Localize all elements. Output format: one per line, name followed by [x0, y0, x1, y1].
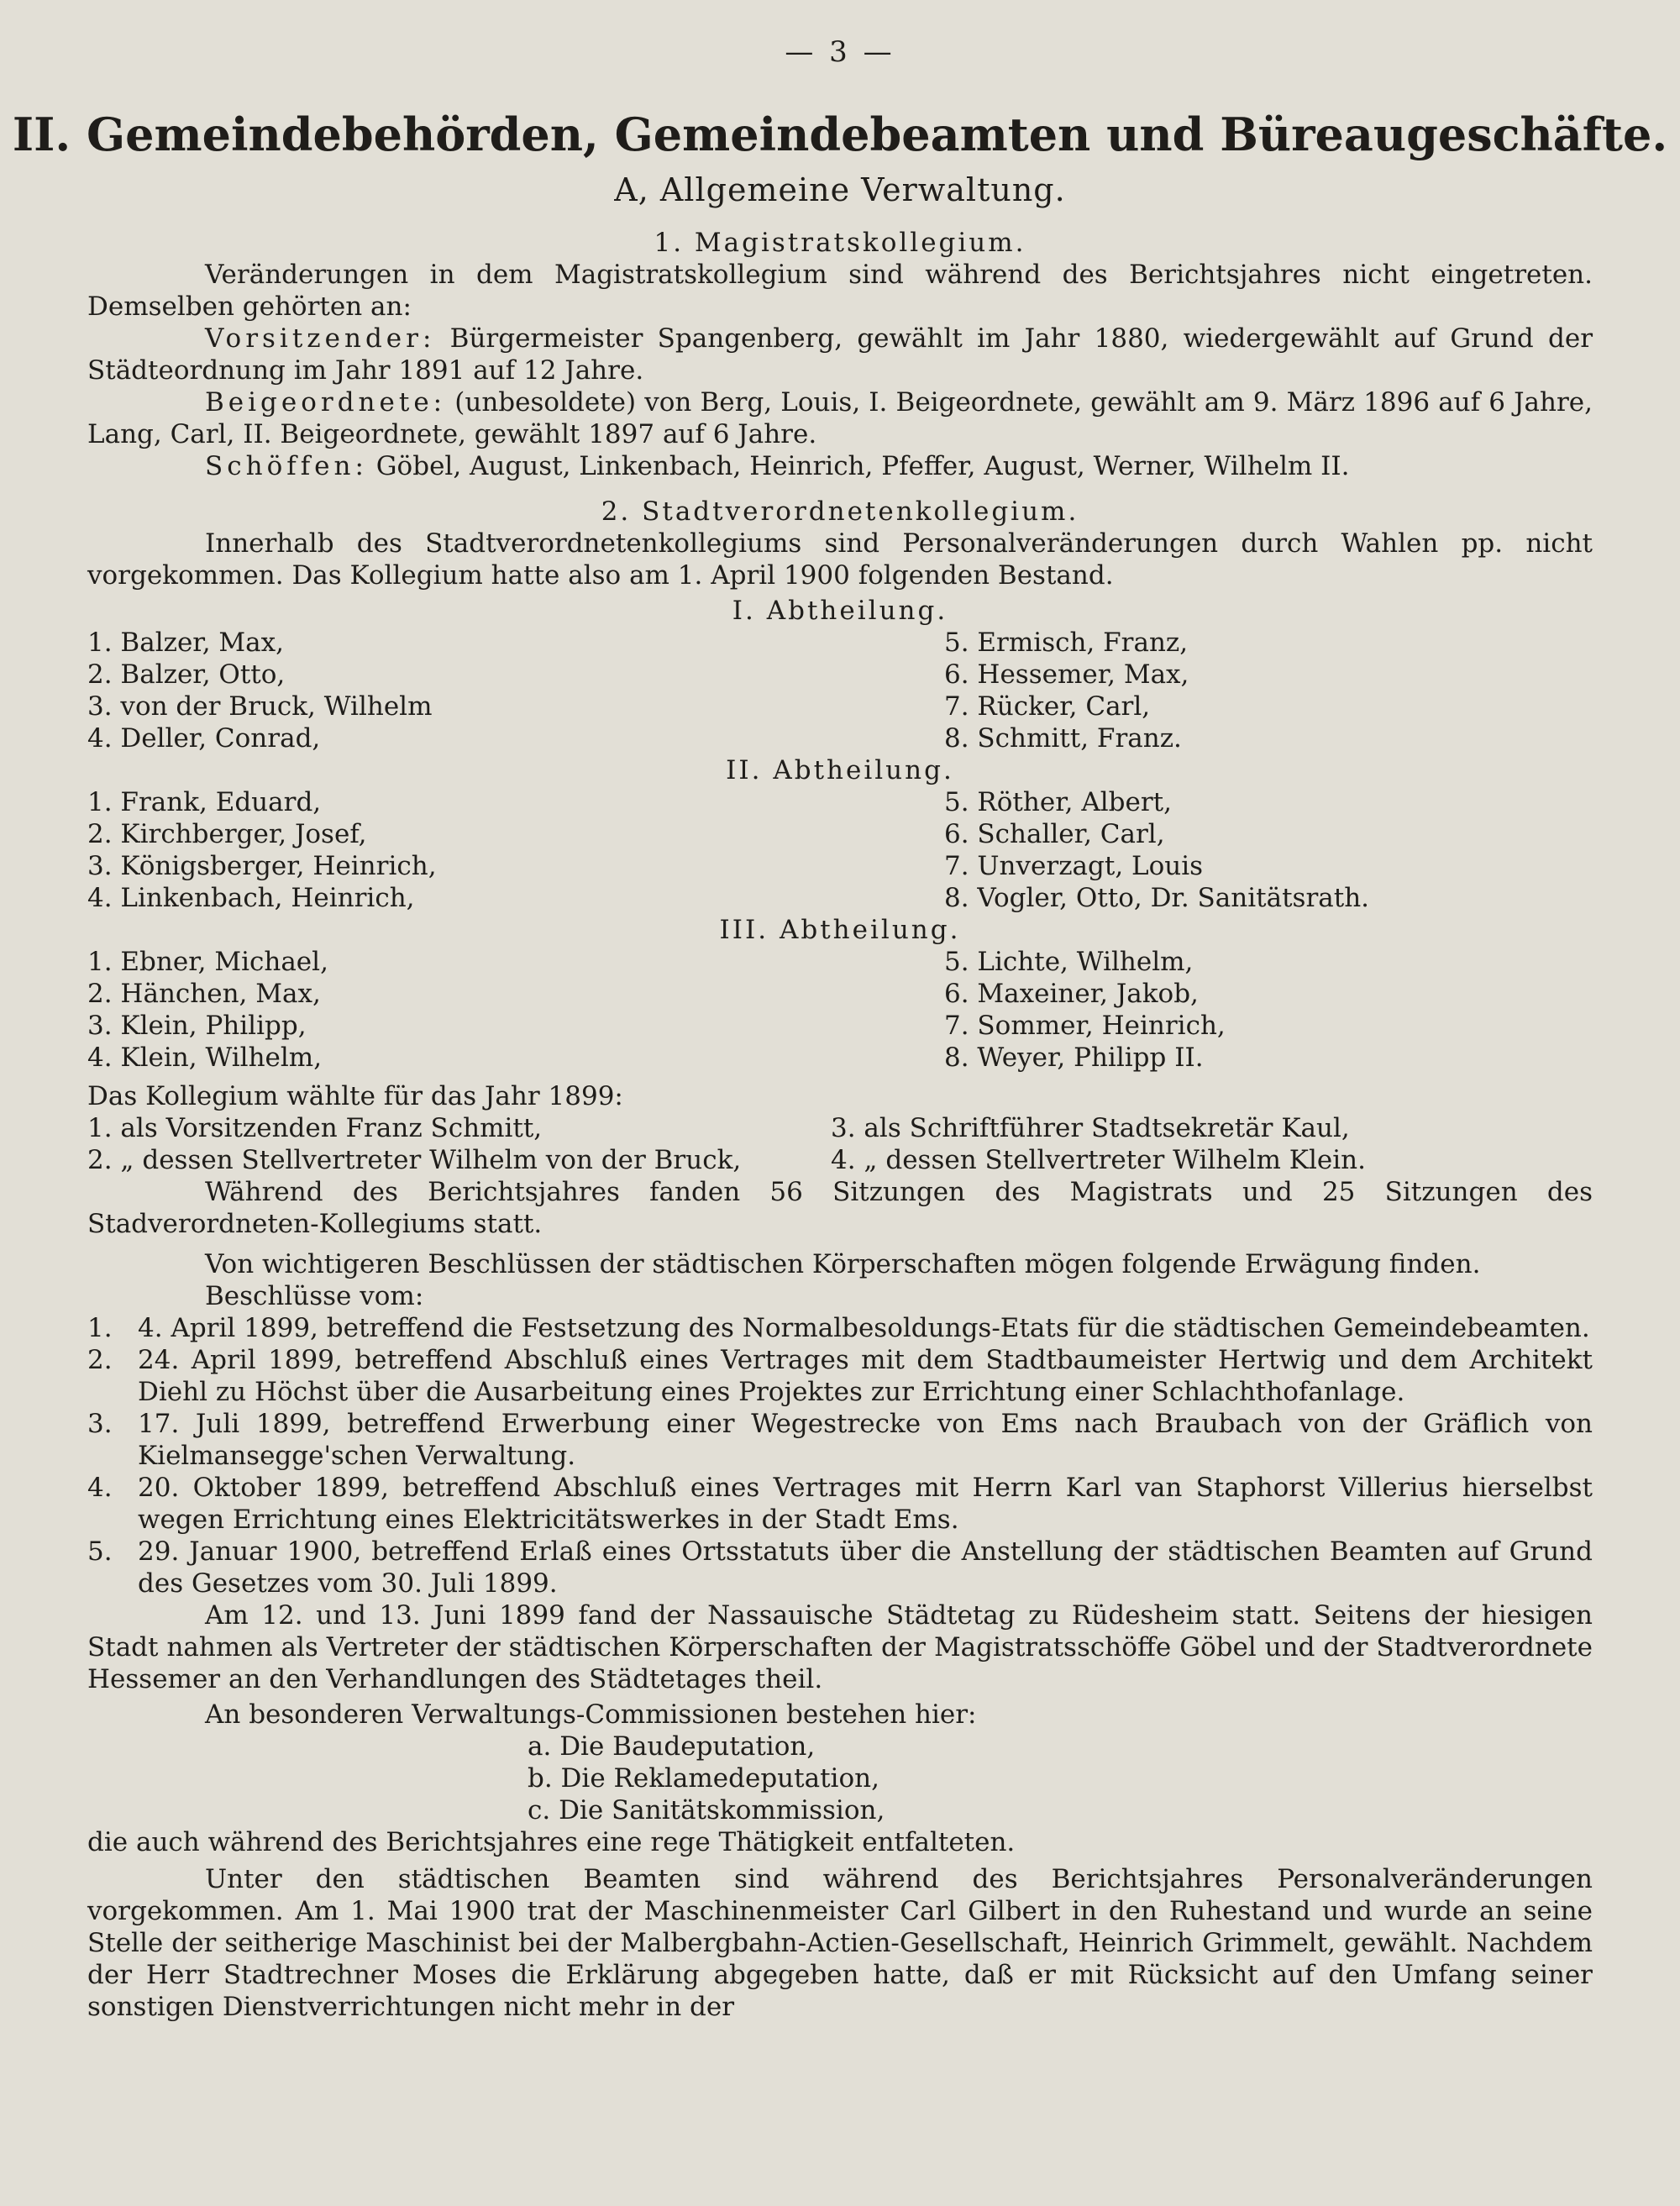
abteilung-list [87, 786, 1593, 914]
paragraph-vorsitz [87, 323, 1593, 386]
beschluss-item [87, 1472, 1593, 1536]
paragraph: Veränderungen in dem Magistratskollegium sind während des Berichtsjahres nicht eingetreten. Demselben gehörten an: [87, 260, 1593, 322]
kommissionen-list [87, 1731, 1593, 1826]
label: Schöffen: [205, 451, 368, 481]
list-item: 6. Schaller, Carl, [944, 819, 1165, 849]
list-item: 7. Rücker, Carl, [944, 691, 1151, 722]
list-item: 1. Ebner, Michael, [87, 947, 328, 977]
list-item: 2. Kirchberger, Josef, [87, 819, 367, 849]
page-title: II. Gemeindebehörden, Gemeindebeamten und Büreaugeschäfte. [12, 108, 1668, 161]
paragraph-beamte: Unter den städtischen Beamten sind während des Berichtsjahres Personalveränderungen vorgekommen. Am 1. Mai 1900 trat der Maschinenmeister Carl Gilbert in den Ruhestand und wurde an seine Stelle der seitherige Maschinist bei der Malbergbahn-Actien-Gesellschaft, Heinrich Grimmelt, gewählt. Nachdem der Herr Stadtrechner Moses die Erklärung abgegeben hatte, daß er mit Rücksicht auf den Umfang seiner sonstigen Dienstverrichtungen nicht mehr in der [87, 1864, 1593, 2022]
list-item: 4. Klein, Wilhelm, [87, 1043, 323, 1073]
list-item: 3. als Schriftführer Stadtsekretär Kaul, [831, 1113, 1350, 1143]
list-item: 3. Klein, Philipp, [87, 1011, 307, 1041]
list-item: 5. Ermisch, Franz, [944, 628, 1189, 658]
beschluss-item [87, 1408, 1593, 1472]
list-item: 5. Lichte, Wilhelm, [944, 947, 1194, 977]
subheading-stadtverordnete: 2. Stadtverordnetenkollegium. [601, 496, 1079, 527]
list-item: 3. von der Bruck, Wilhelm [87, 691, 433, 722]
abteilung-heading: II. Abtheilung. [726, 755, 954, 785]
text: Göbel, August, Linkenbach, Heinrich, Pfeffer, August, Werner, Wilhelm II. [375, 451, 1350, 481]
paragraph-sitzungen: Während des Berichtsjahres fanden 56 Sitzungen des Magistrats und 25 Sitzungen des Stadverordneten-Kollegiums statt. [87, 1177, 1593, 1239]
list-item: 6. Hessemer, Max, [944, 659, 1189, 690]
item-number: 4. [87, 1473, 113, 1503]
item-text: 29. Januar 1900, betreffend Erlaß eines Ortsstatuts über die Anstellung der städtischen Beamten auf Grund des Gesetzes vom 30. Juli 1899. [138, 1536, 1593, 1599]
item-text: 24. April 1899, betreffend Abschluß eines Vertrages mit dem Stadtbaumeister Hertwig und dem Architekt Diehl zu Höchst über die Ausarbeitung eines Projektes zur Errichtung einer Schlachthofanlage. [138, 1345, 1593, 1407]
list-item: 8. Vogler, Otto, Dr. Sanitätsrath. [944, 883, 1370, 913]
abteilung-heading: I. Abtheilung. [732, 596, 948, 626]
beschluesse-label: Beschlüsse vom: [205, 1281, 424, 1311]
paragraph-beschluesse-intro: Von wichtigeren Beschlüssen der städtischen Körperschaften mögen folgende Erwägung finden. [205, 1249, 1481, 1279]
list-item: 7. Sommer, Heinrich, [944, 1011, 1226, 1041]
list-item: 7. Unverzagt, Louis [944, 851, 1204, 881]
list-item: 8. Weyer, Philipp II. [944, 1043, 1204, 1073]
list-item: b. Die Reklamedeputation, [528, 1763, 879, 1794]
paragraph-kommissionen-intro: An besonderen Verwaltungs-Commissionen bestehen hier: [205, 1699, 977, 1730]
abteilung-list [87, 946, 1593, 1074]
item-text: 17. Juli 1899, betreffend Erwerbung einer Wegestrecke von Ems nach Braubach von der Gräflich von Kielmansegge'schen Verwaltung. [138, 1409, 1593, 1471]
list-item: 4. Linkenbach, Heinrich, [87, 883, 415, 913]
list-item: 5. Röther, Albert, [944, 787, 1172, 817]
paragraph-schoeffen [87, 450, 1593, 482]
paragraph-kommissionen-outro: die auch während des Berichtsjahres eine rege Thätigkeit entfalteten. [87, 1827, 1016, 1857]
section-stadtverordnete [87, 496, 1593, 2023]
text: Bürgermeister Spangenberg, gewählt im Jahr 1880, wiedergewählt auf Grund der Städteordnung im Jahr 1891 auf 12 Jahre. [87, 323, 1593, 386]
item-text: 4. April 1899, betreffend die Festsetzung des Normalbesoldungs-Etats für die städtischen Gemeindebeamten. [138, 1313, 1590, 1343]
section-magistrat [87, 227, 1593, 482]
section-heading-a: A, Allgemeine Verwaltung. [614, 171, 1066, 208]
text: (unbesoldete) von Berg, Louis, I. Beigeordnete, gewählt am 9. März 1896 auf 6 Jahre, Lang, Carl, II. Beigeordnete, gewählt 1897 auf 6 Jahre. [87, 387, 1593, 449]
item-number: 3. [87, 1409, 113, 1439]
beschluss-item [87, 1344, 1593, 1408]
paragraph-staedtetag: Am 12. und 13. Juni 1899 fand der Nassauische Städtetag zu Rüdesheim statt. Seitens der hiesigen Stadt nahmen als Vertreter der städtischen Körperschaften der Magistratsschöffe Göbel und der Stadtverordnete Hessemer an den Verhandlungen des Städtetages theil. [87, 1600, 1593, 1694]
list-item: 1. Balzer, Max, [87, 628, 284, 658]
list-item: 2. Balzer, Otto, [87, 659, 286, 690]
paragraph-wahl: Das Kollegium wählte für das Jahr 1899: [87, 1081, 623, 1111]
list-item: c. Die Sanitätskommission, [528, 1795, 885, 1825]
paragraph-beigeordnete [87, 386, 1593, 450]
list-item: 3. Königsberger, Heinrich, [87, 851, 437, 881]
list-item: 6. Maxeiner, Jakob, [944, 979, 1199, 1009]
item-number: 5. [87, 1536, 113, 1567]
list-item: 4. „ dessen Stellvertreter Wilhelm Klein. [831, 1145, 1366, 1175]
item-number: 1. [87, 1313, 113, 1343]
beschluss-item [87, 1312, 1593, 1344]
list-item: 1. als Vorsitzenden Franz Schmitt, [87, 1113, 543, 1143]
abteilung-list [87, 627, 1593, 754]
list-item: 2. „ dessen Stellvertreter Wilhelm von der Bruck, [87, 1145, 742, 1175]
list-item: 1. Frank, Eduard, [87, 787, 322, 817]
wahl-list [87, 1112, 1593, 1176]
abteilung-heading: III. Abtheilung. [719, 915, 961, 945]
list-item: 2. Hänchen, Max, [87, 979, 321, 1009]
item-number: 2. [87, 1345, 113, 1375]
subheading-magistrat: 1. Magistratskollegium. [654, 228, 1026, 258]
list-item: 8. Schmitt, Franz. [944, 723, 1182, 754]
beschluss-item [87, 1536, 1593, 1599]
label: Vorsitzender: [205, 323, 436, 354]
item-text: 20. Oktober 1899, betreffend Abschluß eines Vertrages mit Herrn Karl van Staphorst Villerius hierselbst wegen Errichtung eines Elektricitätswerkes in der Stadt Ems. [138, 1473, 1593, 1535]
list-item: 4. Deller, Conrad, [87, 723, 321, 754]
page-number: — 3 — [785, 35, 895, 69]
list-item: a. Die Baudeputation, [528, 1731, 816, 1762]
paragraph: Innerhalb des Stadtverordnetenkollegiums sind Personalveränderungen durch Wahlen pp. nicht vorgekommen. Das Kollegium hatte also am 1. April 1900 folgenden Bestand. [87, 528, 1593, 591]
label: Beigeordnete: [205, 387, 447, 418]
